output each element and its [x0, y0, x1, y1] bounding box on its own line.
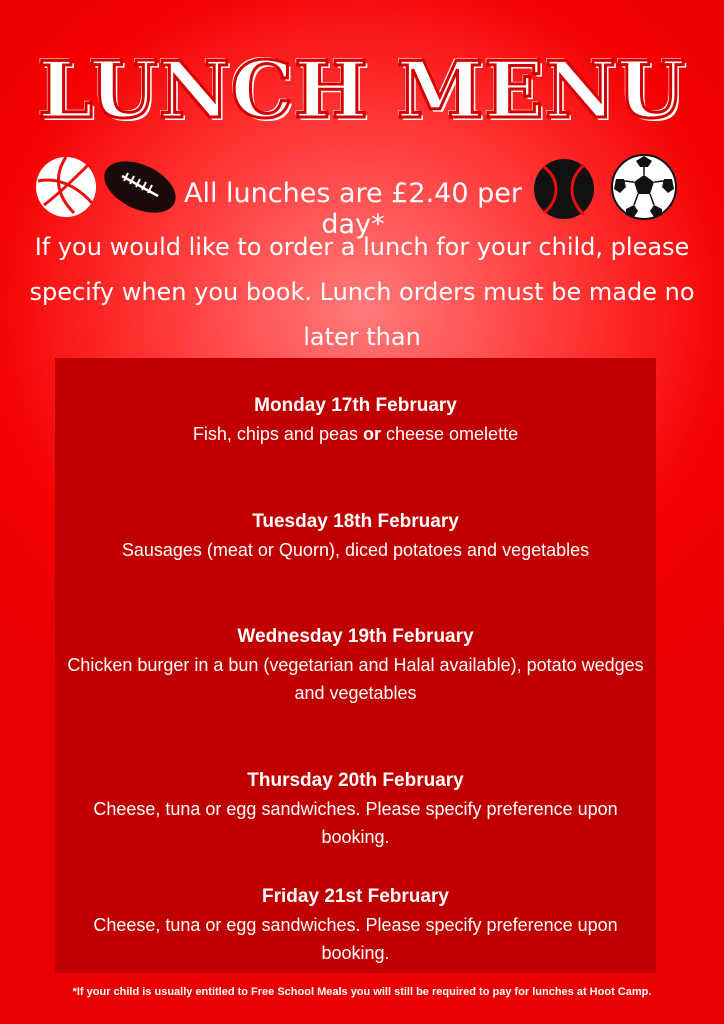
intro-body: If you would like to order a lunch for your child, please specify when you book. Lunch orders must be made no later than: [29, 233, 695, 351]
menu-day-thursday: [55, 767, 656, 851]
day-meal: Chicken burger in a bun (vegetarian and Halal available), potato wedges and vegetables: [67, 655, 644, 703]
soccer-ball-icon: [610, 153, 678, 221]
day-meal: Cheese, tuna or egg sandwiches. Please specify preference upon booking.: [93, 799, 618, 847]
day-title: Wednesday 19th February: [237, 626, 474, 647]
volleyball-icon: [34, 155, 98, 219]
day-title: Friday 21st February: [262, 886, 449, 907]
menu-day-tuesday: [55, 508, 656, 564]
day-meal: Fish, chips and peas or cheese omelette: [192, 424, 519, 444]
day-title: Thursday 20th February: [247, 770, 464, 791]
menu-panel: [55, 358, 656, 973]
footnote: *If your child is usually entitled to Free School Meals you will still be required to pay for lunches at Hoot Camp.: [72, 986, 652, 998]
price-text: All lunches are £2.40 per day*: [184, 178, 522, 240]
page-title: LUNCH MENU: [38, 45, 686, 136]
menu-day-wednesday: [55, 623, 656, 707]
menu-day-friday: [55, 883, 656, 967]
day-meal: Sausages (meat or Quorn), diced potatoes and vegetables: [121, 540, 590, 560]
american-football-icon: [100, 156, 180, 218]
day-meal: Cheese, tuna or egg sandwiches. Please specify preference upon booking.: [93, 915, 618, 963]
day-title: Monday 17th February: [254, 395, 457, 416]
menu-day-monday: [55, 392, 656, 448]
tennis-ball-icon: [532, 157, 596, 221]
day-title: Tuesday 18th February: [252, 511, 459, 532]
